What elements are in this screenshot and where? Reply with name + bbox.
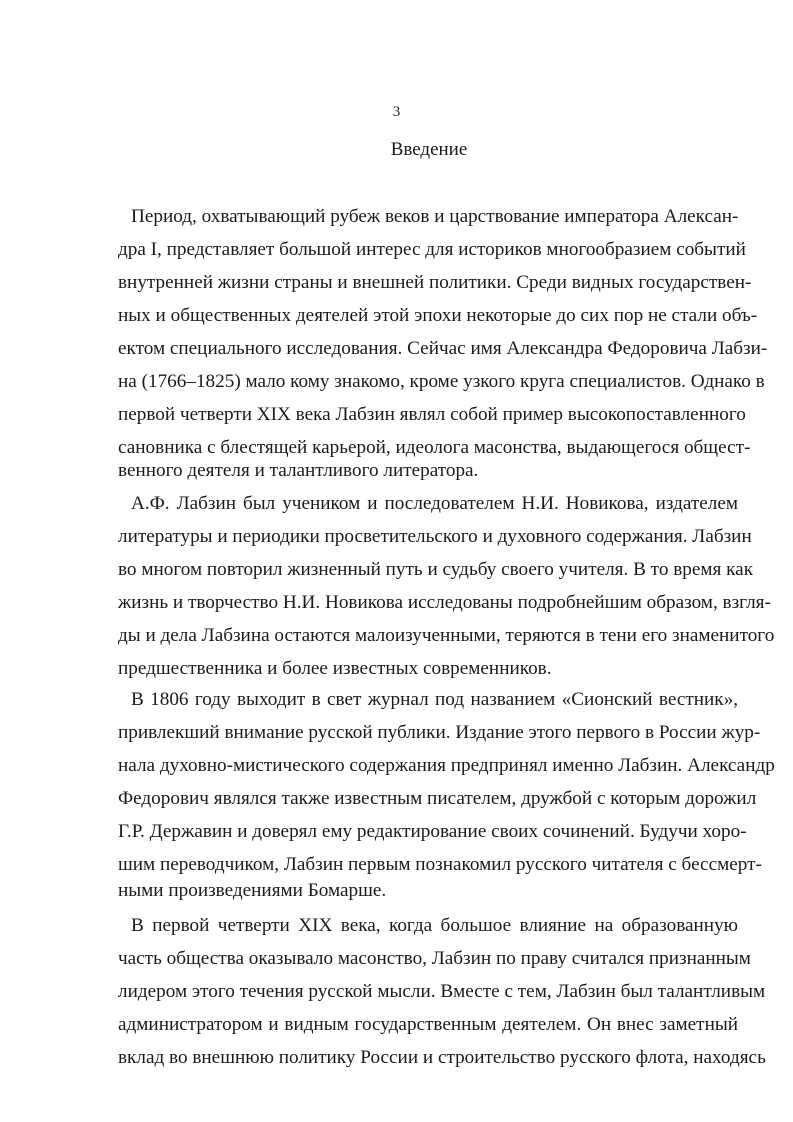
text-line: ды и дела Лабзина остаются малоизученными, теряются в тени его знаменитого xyxy=(118,625,775,646)
text-line: Федорович являлся также известным писателем, дружбой с которым дорожил xyxy=(118,788,757,809)
text-line: дра I, представляет большой интерес для историков многообразием событий xyxy=(118,239,746,260)
text-line: на (1766–1825) мало кому знакомо, кроме узкого круга специалистов. Однако в xyxy=(118,371,765,392)
text-line: нала духовно-мистического содержания предпринял именно Лабзин. Александр xyxy=(118,755,775,776)
text-line: сановника с блестящей карьерой, идеолога масонства, выдающегося общест- xyxy=(118,437,751,458)
text-line: А.Ф. Лабзин был учеником и последователем Н.И. Новикова, издателем xyxy=(131,493,738,514)
text-line: ными произведениями Бомарше. xyxy=(118,880,387,901)
text-line: часть общества оказывало масонство, Лабзин по праву считался признанным xyxy=(118,948,751,969)
text-line: во многом повторил жизненный путь и судьбу своего учителя. В то время как xyxy=(118,559,754,580)
text-line: В первой четверти XIX века, когда большое влияние на образованную xyxy=(131,915,738,936)
text-line: Период, охватывающий рубеж веков и царствование императора Алексан- xyxy=(131,206,739,227)
text-line: первой четверти XIX века Лабзин являл собой пример высокопоставленного xyxy=(118,404,746,425)
text-line: лидером этого течения русской мысли. Вместе с тем, Лабзин был талантливым xyxy=(118,981,766,1002)
text-line: внутренней жизни страны и внешней политики. Среди видных государствен- xyxy=(118,272,752,293)
text-line: Г.Р. Державин и доверял ему редактирование своих сочинений. Будучи хоро- xyxy=(118,821,747,842)
text-line: вклад во внешнюю политику России и строительство русского флота, находясь xyxy=(118,1047,766,1068)
text-line: привлекший внимание русской публики. Издание этого первого в России жур- xyxy=(118,722,761,743)
text-line: В 1806 году выходит в свет журнал под названием «Сионский вестник», xyxy=(131,689,738,710)
text-line: жизнь и творчество Н.И. Новикова исследованы подробнейшим образом, взгля- xyxy=(118,592,771,613)
text-line: предшественника и более известных современников. xyxy=(118,658,552,679)
text-line: ектом специального исследования. Сейчас имя Александра Федоровича Лабзи- xyxy=(118,338,768,359)
section-heading: Введение xyxy=(390,139,468,160)
text-line: шим переводчиком, Лабзин первым познакомил русского читателя с бессмерт- xyxy=(118,854,762,875)
text-line: ных и общественных деятелей этой эпохи некоторые до сих пор не стали объ- xyxy=(118,305,758,326)
text-line: литературы и периодики просветительского и духовного содержания. Лабзин xyxy=(118,526,752,547)
text-line: администратором и видным государственным деятелем. Он внес заметный xyxy=(118,1014,738,1035)
text-line: венного деятеля и талантливого литератора. xyxy=(118,460,479,481)
page-number: 3 xyxy=(392,104,401,120)
